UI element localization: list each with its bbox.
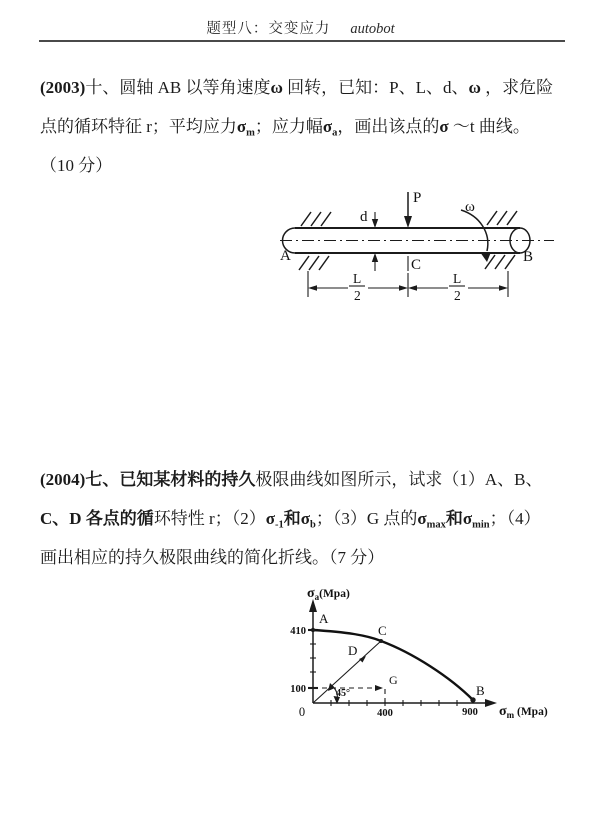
fraction-numerator: L <box>353 271 362 286</box>
text-segment: 和 <box>283 508 301 528</box>
xtick-400: 400 <box>377 708 393 719</box>
text-segment: 环特性 r；（2） <box>153 508 266 528</box>
text-line <box>40 147 567 186</box>
text-line <box>40 69 567 108</box>
x-axis-title: σm (Mpa) <box>499 704 548 720</box>
dimension-fraction-left <box>349 271 365 303</box>
ytick-410: 410 <box>290 626 306 637</box>
load-label: P <box>413 190 422 206</box>
point-label-C: C <box>378 623 387 638</box>
text-segment: σ <box>439 116 449 136</box>
point-label-B: B <box>523 249 534 265</box>
text-segment: σ <box>462 508 473 528</box>
point-label-D: D <box>348 643 358 658</box>
text-line <box>40 500 567 539</box>
text-segment: 十、圆轴 AB 以等角速度 <box>85 78 271 97</box>
dimension-fraction-right <box>449 271 465 303</box>
ytick-100: 100 <box>290 684 306 695</box>
header-watermark: autobot <box>350 21 395 37</box>
support-hatch-right-bottom <box>485 255 515 269</box>
text-segment: 画出相应的持久极限曲线的简化折线。（7 分） <box>40 547 385 567</box>
fraction-denominator: 2 <box>354 288 361 303</box>
diameter-label: d <box>360 209 368 225</box>
support-hatch-left-top <box>301 212 331 226</box>
text-segment: （10 分） <box>40 155 113 175</box>
text-segment: ～t 曲线。 <box>448 116 530 136</box>
text-segment: min <box>472 519 490 531</box>
text-line <box>40 108 567 147</box>
omega-label: ω <box>465 199 475 215</box>
text-segment: ；（3）G 点的 <box>315 508 418 528</box>
y-axis-title: σa(Mpa) <box>307 586 350 602</box>
midpoint-C <box>408 256 421 273</box>
text-segment: 回转，已知：P、L、d、 <box>282 78 469 97</box>
text-segment: ω <box>270 78 283 97</box>
text-segment: -1 <box>274 519 284 531</box>
point-A <box>311 628 315 632</box>
fraction-denominator: 2 <box>454 288 461 303</box>
problem-2004-text <box>40 461 567 577</box>
point-label-C: C <box>411 257 422 273</box>
text-segment: σ <box>417 508 427 528</box>
text-segment: max <box>426 519 446 531</box>
origin-label: 0 <box>298 705 306 719</box>
x-axis <box>313 699 497 707</box>
text-segment: a <box>332 127 338 139</box>
point-C <box>379 639 383 643</box>
text-segment: b <box>309 519 316 531</box>
text-line <box>40 539 567 578</box>
fraction-numerator: L <box>453 271 462 286</box>
text-segment: 和 <box>445 508 463 528</box>
text-segment: σ <box>265 508 275 528</box>
support-hatch-right-top <box>487 211 517 225</box>
xtick-900: 900 <box>462 707 478 718</box>
y-axis <box>308 599 318 703</box>
page-header <box>0 17 601 38</box>
header-title: 题型八：交变应力 <box>206 21 331 37</box>
point-label-A: A <box>319 611 329 626</box>
text-line <box>40 461 567 500</box>
text-segment: m <box>246 127 255 139</box>
point-B <box>470 697 475 702</box>
text-segment: (2004) <box>40 470 86 489</box>
text-segment: ；（4） <box>489 508 541 528</box>
text-segment: σ <box>236 116 247 136</box>
text-segment: σ <box>322 116 333 136</box>
load-arrow-P <box>404 190 421 228</box>
fatigue-curve-figure <box>278 585 568 735</box>
angle-label: 45° <box>336 688 350 699</box>
point-label-B: B <box>476 683 485 698</box>
header-divider <box>39 40 565 42</box>
support-hatch-left-bottom <box>299 256 329 270</box>
text-segment: (2003) <box>40 78 86 97</box>
point-label-A: A <box>280 248 291 264</box>
text-segment: σ <box>300 508 310 528</box>
shaft-figure <box>270 185 560 320</box>
problem-2003-text <box>40 69 567 185</box>
text-segment: C、D 各点的循 <box>40 508 154 528</box>
point-label-G: G <box>389 673 398 687</box>
text-segment: ，求危险 <box>480 78 554 97</box>
text-segment: ，画出该点的 <box>337 116 440 136</box>
ray-arrowhead <box>359 656 366 663</box>
text-segment: 点的循环特征 r；平均应力 <box>40 116 237 136</box>
text-segment: ω <box>468 78 481 97</box>
text-segment: ；应力幅 <box>254 116 323 136</box>
length-dimensions <box>308 271 508 303</box>
text-segment: 七、已知某材料的持久 <box>85 470 256 489</box>
text-segment: 极限曲线如图所示，试求（1）A、B、 <box>255 470 543 489</box>
